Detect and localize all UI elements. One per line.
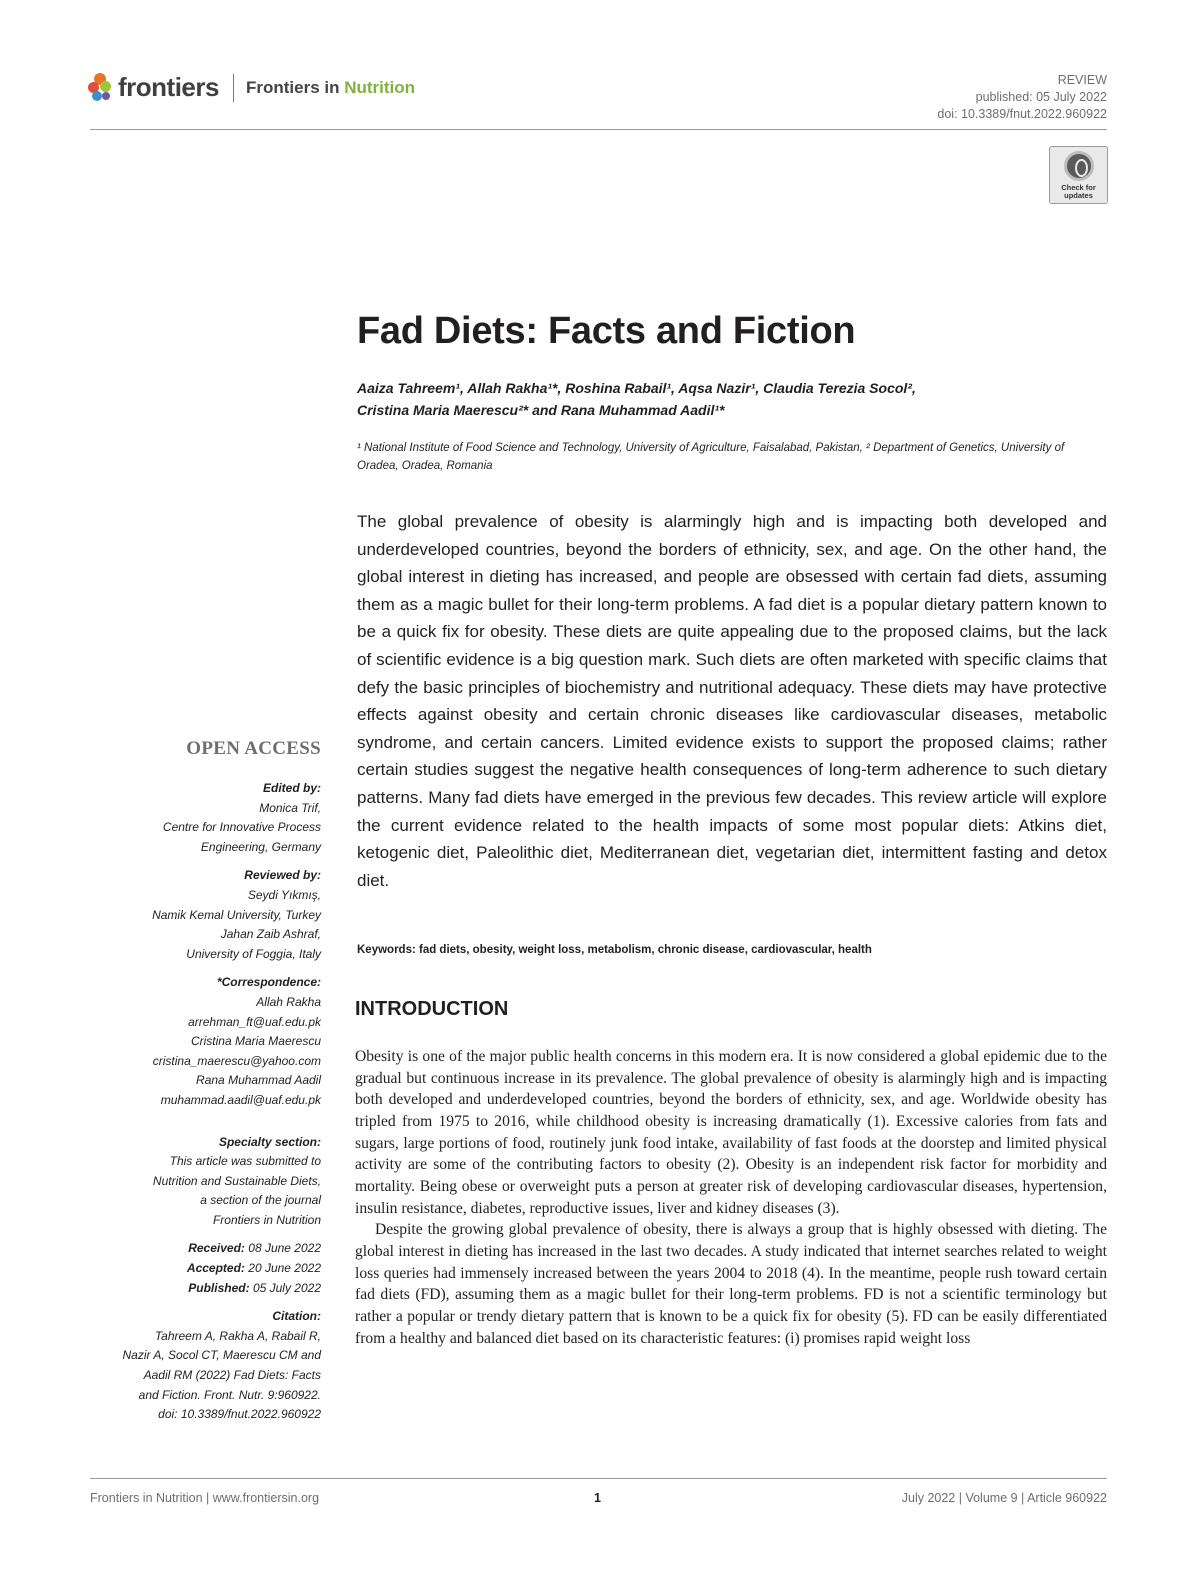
footer-rule [90,1478,1107,1479]
edited-by-label: Edited by: [262,781,321,795]
published-date: published: 05 July 2022 [975,90,1107,104]
authors-line-1: Aaiza Tahreem¹, Allah Rakha¹*, Roshina Rabail¹, Aqsa Nazir¹, Claudia Terezia Socol², [357,380,916,396]
footer-issue-info: July 2022 | Volume 9 | Article 960922 [901,1491,1107,1505]
correspondent-email[interactable]: arrehman_ft@uaf.edu.pk [188,1014,321,1029]
citation-line: Aadil RM (2022) Fad Diets: Facts [143,1368,321,1383]
citation-line: and Fiction. Front. Nutr. 9:960922. [138,1387,321,1402]
footer-journal-link[interactable]: Frontiers in Nutrition | www.frontiersin.org [90,1491,320,1505]
reviewer-line: Namik Kemal University, Turkey [152,907,321,922]
correspondence [100,973,321,1110]
correspondent-name: Allah Rakha [256,994,321,1009]
abstract: The global prevalence of obesity is alarmingly high and is impacting both developed and underdeveloped countries, beyond the borders of ethnicity, sex, and age. On the other hand, the global interest in dieting has increased, and people are obsessed with certain fad diets, assuming them as a magic bullet for their long-term problems. A fad diet is a popular dietary pattern known to be a quick fix for obesity. These diets are quite appealing due to the proposed claims, but the lack of scientific evidence is a big question mark. Such diets are often marketed with specific claims that defy the basic principles of biochemistry and nutritional adequacy. These diets may have protective effects against obesity and certain chronic diseases like cardiovascular diseases, metabolic syndrome, and certain cancers. Limited evidence exists to support the proposed claims; rather certain studies suggest the negative health consequences of long-term adherence to such dietary patterns. Many fad diets have emerged in the previous few decades. This review article will explore the current evidence related to the health impacts of some most popular diets: Atkins diet, ketogenic diet, Paleolithic diet, Mediterranean diet, vegetarian diet, intermittent fasting and detox diet. [357,512,1107,890]
open-access-label: OPEN ACCESS [186,738,321,759]
check-updates-label: Check for updates [1061,183,1096,200]
specialty-line: Nutrition and Sustainable Diets, [152,1173,321,1188]
check-for-updates-button[interactable] [1049,146,1108,204]
article-dates [100,1239,321,1298]
frontiers-logo-icon [88,73,112,103]
specialty-section [100,1133,321,1231]
reviewer-line[interactable]: Jahan Zaib Ashraf, [220,927,321,942]
specialty-line: a section of the journal [200,1193,321,1208]
article-title: Fad Diets: Facts and Fiction [357,310,856,352]
accepted-date: Accepted: 20 June 2022 [186,1261,321,1276]
doi-link[interactable]: doi: 10.3389/fnut.2022.960922 [937,107,1107,121]
article-meta [937,72,1107,123]
logo-divider [233,74,234,102]
citation-doi[interactable]: doi: 10.3389/fnut.2022.960922 [158,1407,321,1422]
journal-prefix: Frontiers in [245,77,340,97]
reviewer-line[interactable]: Seydi Yıkmış, [247,887,321,902]
correspondence-label: *Correspondence: [216,975,321,990]
published-date-sidebar: Published: 05 July 2022 [188,1280,321,1295]
editor-line: Engineering, Germany [200,839,321,854]
correspondent-email[interactable]: cristina_maerescu@yahoo.com [152,1053,321,1068]
specialty-label: Specialty section: [218,1134,321,1149]
article-info-sidebar [100,737,321,1434]
author-list [357,377,1102,421]
authors-line-2: Cristina Maria Maerescu²* and Rana Muhammad Aadil¹* [357,402,725,418]
correspondent-name: Cristina Maria Maerescu [190,1034,321,1049]
citation-line: Tahreem A, Rakha A, Rabail R, [154,1328,321,1343]
citation [100,1307,321,1425]
affiliations: ¹ National Institute of Food Science and Technology, University of Agriculture, Faisalabad, Pakistan, ² Department of Genetics, University of Oradea, Oradea, Romania [357,442,1065,472]
page-number: 1 [594,1491,601,1505]
introduction-body [355,1046,1107,1349]
received-date: Received: 08 June 2022 [188,1241,321,1256]
header-rule [90,129,1107,130]
intro-paragraph-1: Obesity is one of the major public health concerns in this modern era. It is now considered a global epidemic due to the gradual but continuous increase in its prevalence. The global prevalence of obesity is alarmingly high and is impacting both developed and underdeveloped countries, beyond the borders of ethnicity, sex, and age. Worldwide obesity has tripled from 1975 to 2016, while childhood obesity is increasing dramatically (1). Excessive calories from fats and sugars, large portions of food, routinely junk food intake, availability of fast foods at the doorstep and limited physical activity are some of the contributing factors to obesity (2). Obesity is an independent risk factor for morbidity and mortality. Being obese or overweight puts a person at greater risk of developing cardiovascular diseases, hypertension, insulin resistance, diabetes, reproductive issues, liver and kidney diseases (3). [355,1048,1107,1217]
citation-label: Citation: [272,1309,321,1324]
journal-name [246,78,415,98]
keywords: Keywords: fad diets, obesity, weight loss, metabolism, chronic disease, cardiovascular, health [357,944,872,956]
frontiers-logo[interactable] [88,72,415,103]
specialty-line: This article was submitted to [169,1154,321,1169]
journal-accent: Nutrition [344,77,416,97]
citation-line: Nazir A, Socol CT, Maerescu CM and [122,1348,321,1363]
editor-line[interactable]: Monica Trif, [259,800,321,815]
intro-paragraph-2: Despite the growing global prevalence of obesity, there is always a group that is highly obsessed with dieting. The global interest in dieting has increased in the last two decades. A study indicated that internet searches related to weight loss queries had immensely increased between the years 2004 to 2018 (4). In the meantime, people rush toward certain fad diets (FD), assuming them as a magic bullet for their long-term problems. FD is not a scientific terminology but rather a popular or trendy dietary pattern that is known to be a quick fix for obesity (5). FD can be easily differentiated from a healthy and balanced diet based on its characteristic features: (i) promises rapid weight loss [355,1221,1107,1347]
reviewed-by [100,866,321,964]
check-updates-icon [1064,151,1094,181]
section-heading-introduction: INTRODUCTION [355,998,509,1020]
correspondent-email[interactable]: muhammad.aadil@uaf.edu.pk [160,1092,321,1107]
specialty-line: Frontiers in Nutrition [212,1212,321,1227]
logo-wordmark: frontiers [118,72,219,102]
article-type: REVIEW [1057,73,1107,87]
reviewer-line: University of Foggia, Italy [186,946,321,961]
correspondent-name: Rana Muhammad Aadil [196,1073,321,1088]
editor-line: Centre for Innovative Process [162,820,321,835]
edited-by [100,779,321,857]
reviewed-by-label: Reviewed by: [244,868,321,883]
